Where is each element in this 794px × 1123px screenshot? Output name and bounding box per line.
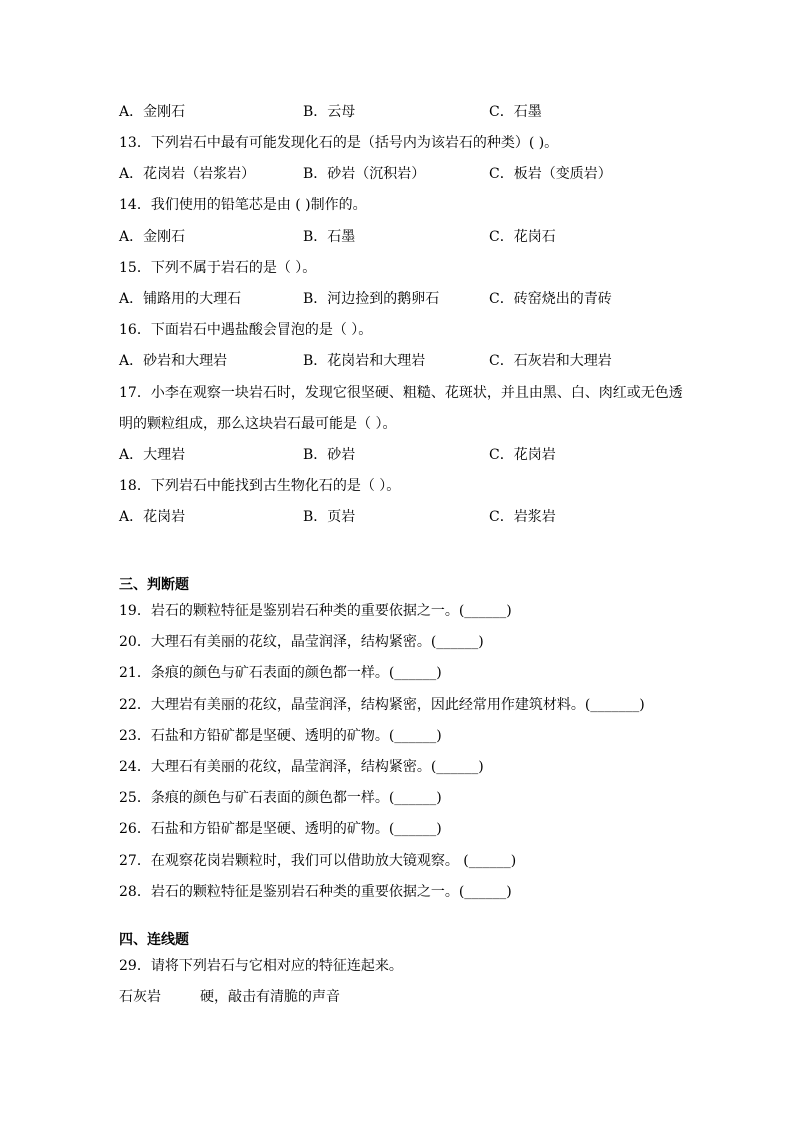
judge-item-27[interactable]: 27．在观察花岗岩颗粒时，我们可以借助放大镜观察。 (______) — [119, 853, 517, 869]
q12-option-a[interactable]: A．金刚石 — [119, 104, 186, 120]
q17-option-c[interactable]: C．花岗岩 — [489, 447, 556, 463]
q15-option-c[interactable]: C．砖窑烧出的青砖 — [489, 291, 612, 307]
judge-item-23[interactable]: 23．石盐和方铅矿都是坚硬、透明的矿物。(______) — [119, 728, 442, 744]
q16-option-a[interactable]: A．砂岩和大理岩 — [119, 353, 228, 369]
q13-option-c[interactable]: C．板岩（变质岩） — [489, 166, 612, 182]
judge-item-28[interactable]: 28．岩石的颗粒特征是鉴别岩石种类的重要依据之一。(______) — [119, 884, 512, 900]
judge-item-24[interactable]: 24．大理石有美丽的花纹，晶莹润泽，结构紧密。(______) — [119, 759, 484, 775]
q15-options — [119, 289, 719, 309]
q14-stem: 14．我们使用的铅笔芯是由 ( )制作的。 — [119, 197, 367, 213]
judge-item-19[interactable]: 19．岩石的颗粒特征是鉴别岩石种类的重要依据之一。(______) — [119, 603, 512, 619]
judge-item-25[interactable]: 25．条痕的颜色与矿石表面的颜色都一样。(______) — [119, 790, 442, 806]
q14-options — [119, 227, 719, 247]
q17-stem-line1: 17．小李在观察一块岩石时，发现它很坚硬、粗糙、花斑状，并且由黑、白、肉红或无色透 — [119, 385, 683, 401]
q16-option-b[interactable]: B．花岗岩和大理岩 — [303, 353, 426, 369]
matching-left-item[interactable]: 石灰岩 — [119, 989, 161, 1005]
q17-options — [119, 445, 719, 465]
section-matching-heading: 四、连线题 — [119, 932, 189, 948]
matching-right-item[interactable]: 硬，敲击有清脆的声音 — [200, 989, 340, 1005]
q18-stem: 18．下列岩石中能找到古生物化石的是（ ）。 — [119, 478, 401, 494]
judge-item-20[interactable]: 20．大理石有美丽的花纹，晶莹润泽，结构紧密。(______) — [119, 634, 484, 650]
q15-option-a[interactable]: A．铺路用的大理石 — [119, 291, 242, 307]
q18-options — [119, 507, 719, 527]
q17-option-a[interactable]: A．大理岩 — [119, 447, 186, 463]
section-true-false-heading: 三、判断题 — [119, 577, 189, 593]
q16-option-c[interactable]: C．石灰岩和大理岩 — [489, 353, 612, 369]
q12-option-c[interactable]: C．石墨 — [489, 104, 542, 120]
q14-option-a[interactable]: A．金刚石 — [119, 229, 186, 245]
q15-stem: 15．下列不属于岩石的是（ ）。 — [119, 260, 317, 276]
q12-options — [119, 102, 719, 122]
judge-item-26[interactable]: 26．石盐和方铅矿都是坚硬、透明的矿物。(______) — [119, 821, 442, 837]
q29-stem: 29．请将下列岩石与它相对应的特征连起来。 — [119, 958, 403, 974]
q13-option-b[interactable]: B．砂岩（沉积岩） — [303, 166, 426, 182]
q18-option-c[interactable]: C．岩浆岩 — [489, 509, 556, 525]
q17-stem-line2: 明的颗粒组成，那么这块岩石最可能是（ ）。 — [119, 416, 397, 432]
judge-item-21[interactable]: 21．条痕的颜色与矿石表面的颜色都一样。(______) — [119, 665, 442, 681]
q13-options — [119, 164, 719, 184]
q16-options — [119, 351, 719, 371]
q13-option-a[interactable]: A．花岗岩（岩浆岩） — [119, 166, 256, 182]
q13-stem: 13．下列岩石中最有可能发现化石的是（括号内为该岩石的种类）( )。 — [119, 135, 559, 151]
q18-option-b[interactable]: B．页岩 — [303, 509, 356, 525]
q17-option-b[interactable]: B．砂岩 — [303, 447, 356, 463]
q12-option-b[interactable]: B．云母 — [303, 104, 356, 120]
q14-option-c[interactable]: C．花岗石 — [489, 229, 556, 245]
q14-option-b[interactable]: B．石墨 — [303, 229, 356, 245]
q15-option-b[interactable]: B．河边捡到的鹅卵石 — [303, 291, 440, 307]
q16-stem: 16．下面岩石中遇盐酸会冒泡的是（ ）。 — [119, 322, 373, 338]
q18-option-a[interactable]: A．花岗岩 — [119, 509, 186, 525]
judge-item-22[interactable]: 22．大理岩有美丽的花纹，晶莹润泽，结构紧密，因此经常用作建筑材料。(_______) — [119, 697, 645, 713]
